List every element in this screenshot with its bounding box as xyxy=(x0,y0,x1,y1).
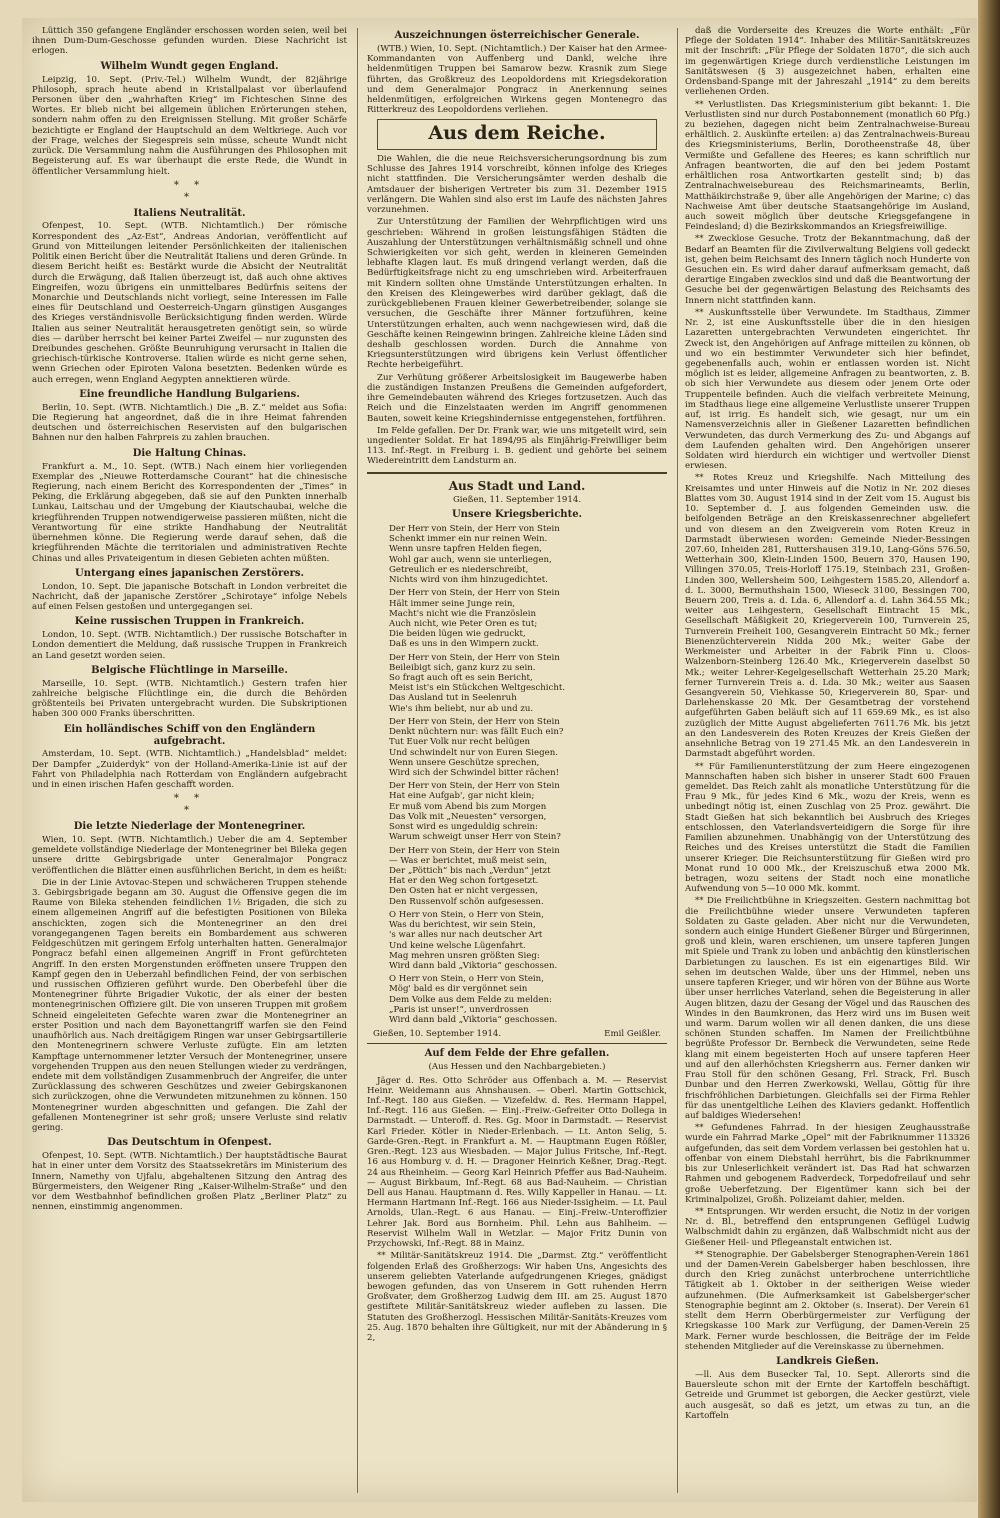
article-stenographie: ** Stenographie. Der Gabelsberger Stenographen-Verein 1861 und der Damen-Verein Gabelsberger haben beschlossen, ihre durch den Krieg zunächst unterbrochene unterrichtliche Tätigkeit ab 1. Oktober in der seitherigen Weise wieder aufzunehmen. (Die Aufmerksamkeit ist Gabelsberger'scher Stenographie beginnt am 2. Oktober (s. Inserat). Der Verein 61 stellt dem Herrn Oberbürgermeister zur Verfügung der Kriegskasse 100 Mark zur Verfügung, der Damen-Verein 25 Mark. Ferner wurde beschlossen, die Beiträge der im Felde stehenden Mitglieder auf die Vereinskasse zu übernehmen. xyxy=(685,1249,970,1352)
poem-line: Beileibigt sich, ganz kurz zu sein. xyxy=(389,662,536,673)
article-rotes-kreuz: ** Rotes Kreuz und Kriegshilfe. Nach Mitteilung des Kreisamtes und unter Hinweis auf die Notiz in Nr. 202 dieses Blattes vom 30. August 1914 sind in der Zeit vom 15. August bis 10. September d. J. aus folgenden Gemeinden usw. die beifolgenden Beträge an den Kreiskassenrechner abgeliefert und von diesem an den Zweigverein vom Roten Kreuz in Darmstadt überwiesen worden: Gemeinde Nieder-Bessingen 207.60, Inheiden 281, Ruttershausen 319.10, Lang-Göns 576.50, Wetterhain 300, Klein-Linden 1500, Beuern 370, Hausen 190, Villingen 370.05, Treis-Horloff 175.19, Steinbach 231, Großen-Linden 300, Wellersheim 500, Leihgestern 1585.20, Allendorf a. d. L. 3000, Bermuthshain 1500, Wieseck 3100, Bessingen 700, Beuern 200, Treis a. d. Lda. 6, Allendorf a. d. Lahn 364.55 Mk.; weiter aus Leihgestern, Gesellschaft Eintracht 15 Mk., Gesellschaft Mäßigkeit 20, Kriegerverein 100, Turnverein 25, Turnverein Freiheit 100, Gesangverein Eintracht 50 Mk.; ferner Bienenzüchterverein Nidda 200 Mk.; weiter Gabe der Werkmeister und Arbeiter in der Fabrik Finn u. Cloos-Walzenborn-Steinberg 126.40 Mk., Kriegerverein daselbst 50 Mk.; weiter Lehrer-Kegelgesellschaft Wetterhain 25.20 Mark; ferner Turnverein Treis a. d. Lda. 30 Mk.; weiter aus Saasen Gesangverein 50, Viehkasse 50, Kriegerverein 80, Spar- und Darlehenskasse 20 Mk. Der Gesamtbetrag der vorstehend aufgeführten Gaben beläuft sich auf 11 659.69 Mk., es ist also zuzüglich der Mitte August abgelieferten 7611.76 Mk. bis jetzt an den Landesverein des Roten Kreuzes der Kreis Gießen der ansehnliche Betrag von 19 271.45 Mk. an den Landesverein in Darmstadt abgeführt worden. xyxy=(685,473,970,760)
article-reich-familien: Zur Unterstützung der Familien der Wehrpflichtigen wird uns geschrieben: Während in großen leistungsfähigen Städten die Auszahlung der Unterstützungen verhältnismäßig schnell und ohne Schwierigkeiten vor sich geht, werden in kleineren Gemeinden lebhafte Klagen laut. Es muß dringend verlangt werden, daß die Bedürftigkeitsfrage nicht zu eng umschrieben wird. Arbeiterfrauen mit Kindern sollten ohne Umstände Unterstützungen erhalten. In den Kreisen des Kleingewerbes wird darüber geklagt, daß die zurückgebliebenen Frauen kleiner Gewerbetreibender, solange sie versuchen, die Geschäfte ihrer Männer fortzuführen, keine Unterstützungen erhalten, auch wenn nachgewiesen wird, daß die Geschäfte keinen Reingewinn bringen. Zahlreiche kleine Läden sind deshalb geschlossen worden. Durch die Annahme von Kriegsunterstützungen wird übrigens kein Verlust öffentlicher Rechte herbeigeführt. xyxy=(367,217,667,371)
article-reich-gefallen: Im Felde gefallen. Der Dr. Frank war, wie uns mitgeteilt wird, sein ungedienter Soldat. Er hat 1894/95 als Einjährig-Freiwilliger beim 113. Inf.-Regt. in Freiburg i. B. gedient und gehörte bei seinem Wiedereintritt dem Landsturm an. xyxy=(367,425,667,467)
poem-line: Daß es uns in den Wimpern zuckt. xyxy=(389,639,539,650)
poem-line: Auch nicht, wie Peter Oren es tut; xyxy=(389,618,538,629)
article-zwecklose-gesuche: ** Zwecklose Gesuche. Trotz der Bekanntmachung, daß der Bedarf an Beamten für die Zivilverwaltung Belgiens voll gedeckt ist, gehen beim Reichsamt des Innern täglich noch Hunderte von Gesuchen ein. Es wird daher darauf aufmerksam gemacht, daß derartige Eingaben zwecklos sind und daß die Beantwortung der Gesuche bei der gegenwärtigen Belastung des Reichsamts des Innern nicht stattfinden kann. xyxy=(685,234,970,306)
poem-signature xyxy=(373,1029,661,1039)
poem-line: Der Herr von Stein, der Herr von Stein xyxy=(389,588,560,599)
article-zerstoerer: London, 10. Sept. Die japanische Botschaft in London verbreitet die Nachricht, daß der japanische Zerstörer „Schirotaye“ infolge Nebels auf einen Felsen gestoßen und untergegangen sei. xyxy=(32,581,347,613)
headline-montenegro: Die letzte Niederlage der Montenegriner. xyxy=(73,821,306,833)
headline-landkreis: Landkreis Gießen. xyxy=(776,1356,879,1367)
poem-line: O Herr von Stein, o Herr von Stein, xyxy=(389,974,544,985)
article-reich-wahlen: Die Wahlen, die die neue Reichsversicherungsordnung bis zum Schlusse des Jahres 1914 vorschreibt, können infolge des Krieges nicht stattfinden. Die Versicherungsämter werden deshalb die Amtsdauer der bisherigen Vertreter bis zum 31. Dezember 1915 verlängern. Die Wahlen sind also erst im Laufe des nächsten Jahres vorzunehmen. xyxy=(367,154,667,216)
poem-line: Den Osten hat er nicht vergessen, xyxy=(389,886,538,897)
poem-verse xyxy=(389,846,667,907)
newspaper-page xyxy=(22,18,977,1502)
poem-line: Wohl gar auch, wenn sie unterliegen, xyxy=(389,554,552,565)
poem-line: Wie's ihm beliebt, nur ab und zu. xyxy=(389,703,534,714)
poem-line: Wenn unsere Geschütze sprechen, xyxy=(389,757,540,768)
poem-line: Der Herr von Stein, der Herr von Stein xyxy=(389,523,560,534)
poem-line: Wird dann bald „Viktoria“ geschossen. xyxy=(389,960,558,971)
article-montenegro-intro: Wien, 10. Sept. (WTB. Nichtamtlich.) Ueber die am 4. September gemeldete vollständige Niederlage der Montenegriner bei Bileka gegen unsere dritte Gebirgsbrigade unter Generalmajor Pongracz veröffentlichen die Blätter einen ausführlichen Bericht, in dem es heißt: xyxy=(32,834,347,876)
article-auszeichnungen: (WTB.) Wien, 10. Sept. (Nichtamtlich.) Der Kaiser hat den Armee-Kommandanten von Auffenberg und Dankl, welche ihre heldenmütigen Truppen bei Samarow bezw. Krasnik zum Siege führten, das Großkreuz des Leopoldordens mit Kriegsdekoration und dem Generalmajor Pongracz in Anerkennung seines heldenmütigen, erfolgreichen Wirkens gegen Montenegro das Ritterkreuz des Leopoldordens verliehen. xyxy=(367,43,667,116)
article-belgier: Marseille, 10. Sept. (WTB. Nichtamtlich.) Gestern trafen hier zahlreiche belgische Flüchtlinge ein, die durch die Behörden größtenteils bei Privaten untergebracht wurden. Die Subskriptionen haben 300 000 Franks überschritten. xyxy=(32,678,347,720)
poem-line: Und keine welsche Lügenfahrt. xyxy=(389,940,526,951)
column-middle xyxy=(367,26,667,1345)
poem-line: Tut Euer Volk nur recht belügen xyxy=(389,737,531,748)
article-familienunterstuetzung: ** Für Familienunterstützung der zum Heere eingezogenen Mannschaften haben sich bisher in unserer Stadt 600 Frauen gemeldet. Das Reich zahlt als monatliche Unterstützung für die Frau 9 Mk., für jedes Kind 6 Mk., wozu der Kreis, wenn es unbedingt nötig ist, einen Zuschlag von 25 Proz. gewährt. Die Stadt Gießen hat sich bekanntlich bei Ausbruch des Krieges entschlossen, den Vaterlandsverteidigern die Sorge für ihre Familien abzunehmen. Unabhängig von der Unterstützung des Reiches und des Kreises unterstützt die Stadt die Familien unserer Krieger. Die Reichsunterstützung für Gießen wird pro Monat rund 10 000 Mk., der Kreiszuschuß etwa 2000 Mk. betragen, wozu seitens der Stadt noch eine monatliche Aufwendung von 5—10 000 Mk. kommt. xyxy=(685,761,970,895)
article-entsprungen: ** Entsprungen. Wir werden ersucht, die Notiz in der vorigen Nr. d. Bl., betreffend den entsprungenen Geflügel Ludwig Walbschmidt dahin zu ergänzen, daß Walbschmidt nicht aus der Gießener Heil- und Pflegeanstalt entwichen ist. xyxy=(685,1206,970,1248)
section-rule xyxy=(367,1043,667,1044)
headline-bulgarien: Eine freundliche Handlung Bulgariens. xyxy=(79,388,300,400)
poem-line: Sonst wird es ungeduldig schrein: xyxy=(389,822,538,833)
poem-line: 's war alles nur nach deutscher Art xyxy=(389,930,543,941)
column-left xyxy=(32,26,347,1214)
poem xyxy=(389,524,667,1025)
article-reich-bau: Zur Verhütung größerer Arbeitslosigkeit im Baugewerbe haben die zuständigen Instanzen Preußens die Gemeinden aufgefordert, ihre Gemeindebauten während des Krieges fortzusetzen. Auch das Reich und die Einzelstaaten werden im Angriff genommenen Bauten, soweit keine Kriegshindernisse entgegenstehen, fortführen. xyxy=(367,372,667,424)
column-right xyxy=(685,26,970,1423)
article-montenegro: Die in der Linie Avtovac-Stepen und schwächeren Truppen stehende 3. Gebirgsbrigade begann am 30. August die Offensive gegen die im Raume von Bileka stehenden feindlichen 1½ Brigaden, die sich zu einem allgemeinen Angriff auf die befestigten Positionen von Bileka anschickten, zogen sich die Montenegriner an den drei vorangegangenen Tagen bereits ein Bombardement aus schweren Feldgeschützen mit geringem Erfolg unterhalten hatten. Generalmajor Pongracz befahl einen allgemeinen Angriff in Front gefürchteten Angriff. In den ersten Morgenstunden eröffneten unsere Truppen den Kampf gegen den in Ueberzahl befindlichen Feind, der von serbischen und russischen Offizieren geführt wurde. Den Oberbefehl über die Montenegriner führte Brigadier Vukotic, der als einer der besten montenegrinischen Offiziere gilt. Die von unseren Truppen mit großem Schneid eingeleiteten Gefechte waren zwar die Montenegriner an erster Position und nach dem Bayonettangriff warfen sie den Feind unaufhörlich aus. Nach dreitägigem Ringen war unser Gebirgsartillerie den Montenegrinern schwere Verluste zufügte. Ein am letzten Kampftage unternommener letzter Versuch der Montenegriner, unsere vorgehenden Truppen aus den neuen Stellungen wieder zu verdrängen, endete mit dem vollständigen Zusammenbruch der Angreifer, die unter Zurücklassung des schweren Geschützes und zweier Gebirgskanonen sich zurückzogen, ohne die Verwundeten mitzunehmen zu können. 150 Montenegriner wurden abgeschnitten und gefangen. Die Zahl der gefallenen Montenegriner ist sehr groß; unsere Verluste sind relativ gering. xyxy=(32,877,347,1134)
dateline: Gießen, 11. September 1914. xyxy=(452,494,582,505)
article-wundt: Leipzig, 10. Sept. (Priv.-Tel.) Wilhelm Wundt, der 82jährige Philosoph, sprach heute abend in Kristallpalast vor überlaufend Personen über den „wahrhaften Krieg“ im Fichteschen Sinne des Wortes. Er blieb nicht bei allgemein üblichen Erörterungen stehen, sondern nahm offen zu den Ereignissen Stellung. Mit großer Schärfe bezichtigte er England der Hauptschuld an dem Weltkriege. Auch vor der Frage, welches der Siegespreis sein müsse, scheute Wundt nicht zurück. Die Versammlung nahm die Ausführungen des Philosophen mit Begeisterung auf. Es war überhaupt die erste Rede, die Wundt in öffentlicher Versammlung hielt. xyxy=(32,74,347,177)
poem-verse xyxy=(389,588,667,649)
intro-paragraph: Lüttich 350 gefangene Engländer erschossen worden seien, weil bei ihnen Dum-Dum-Geschosse gefunden wurden. Diese Nachricht ist erlogen. xyxy=(32,26,347,57)
poem-line: Und schwindelt nur von Euren Siegen. xyxy=(389,747,558,758)
poem-verse xyxy=(389,653,667,714)
article-freilichtbuehne: ** Die Freilichtbühne in Kriegszeiten. Gestern nachmittag bot die Freilichtbühne wieder unsere Verwundeten tapferen Soldaten zu Gaste geladen. Aber nicht nur die Verwundeten, sondern auch einige Hundert Gießener Bürger und Bürgerinnen, groß und klein, waren erschienen, um unsere tapferen Jungen mit Spiele und Trank zu loben und anbächtig den künstlerischen Darbietungen zu lauschen. Es ist ein eigenartiges Bild. Wir sehen im deutschen Walde, über uns der Himmel, neben uns unsere tapferen Krieger, und wir hören von der Bühne aus Worte über unser herrliches Vaterland, sehen die Begeisterung in aller Augen blitzen, dazu der Gesang der Vögel und das Rauschen des Windes in den Baumkronen, das Herz wird uns im Busen weit und warm. Darum wollen wir all denen danken, die uns diese schönen Stunden schaffen. Im Namen der Freilichtbühne begrüßte Professor Dr. Bernbeck die Verwundeten, seine Rede klang mit einem begeisterten Hoch auf unsere tapferen Heer und auf den allerhöchsten Kriegsherrn aus. Ferner danken wir Frau Stoll für den schönen Gesang, Frl. Strack, Frl. Busch Dunbar und den Herren Zwerkowski, Wellau, Göttig für ihre frischfröhlichen Darbietungen. Gleichfalls sei der Firma Rehler für das unentgeltliche Leihen des Klaviers gedankt. Hoffentlich auf baldiges Wiedersehen! xyxy=(685,896,970,1121)
poem-line: Das Ausland tut in Seelenruh xyxy=(389,693,517,704)
headline-auszeichnungen: Auszeichnungen österreichischer Generale. xyxy=(394,30,640,41)
poem-line: Was du berichtest, wir sein Stein, xyxy=(389,920,536,931)
poem-line: Wird sich der Schwindel bitter rächen! xyxy=(389,768,560,778)
poem-verse xyxy=(389,974,667,1025)
poem-verse xyxy=(389,524,667,585)
separator-stars: * * * xyxy=(173,793,206,817)
headline-kriegsberichte: Unsere Kriegsberichte. xyxy=(451,509,583,521)
poem-line: Der Herr von Stein, der Herr von Stein xyxy=(389,652,560,663)
poem-line: Warum schweigt unser Herr von Stein? xyxy=(389,832,561,843)
poem-line: Macht's nicht wie die Französlein xyxy=(389,608,536,619)
poem-line: Der „Pöttich“ bis nach „Verdun“ jetzt xyxy=(389,865,551,876)
poem-line: Das Volk mit „Neuesten“ versorgen, xyxy=(389,811,547,822)
headline-ofenpest: Das Deutschtum in Ofenpest. xyxy=(107,1137,272,1149)
poem-line: Er muß vom Abend bis zum Morgen xyxy=(389,801,547,812)
poem-line: — Was er berichtet, muß meist sein, xyxy=(389,855,548,866)
poem-line: Getreulich er es niederschreibt, xyxy=(389,564,529,575)
poem-line: Mög' bald es dir vergönnet sein xyxy=(389,984,528,995)
column-divider xyxy=(357,28,358,1493)
poem-line: Meist ist's ein Stückchen Weltgeschicht. xyxy=(389,683,566,694)
separator-stars: * * * xyxy=(173,179,206,203)
poem-line: So fragt auch oft es sein Bericht, xyxy=(389,673,533,684)
poem-line: Dem Volke aus dem Felde zu melden: xyxy=(389,994,552,1005)
poem-line: Hat er den Weg schon fortgesetzt. xyxy=(389,876,539,887)
poem-place: Gießen, 10. September 1914. xyxy=(373,1029,502,1040)
poem-line: Wenn unsre tapfren Helden fiegen, xyxy=(389,544,542,555)
poem-line: Der Herr von Stein, der Herr von Stein xyxy=(389,781,560,792)
poem-verse xyxy=(389,717,667,778)
article-ehre: Jäger d. Res. Otto Schröder aus Offenbach a. M. — Reservist Heinr. Weidemann aus Ahnshausen. — Oberl. Martin Gottschick, Inf.-Regt. 180 aus Gießen. — Vizefeldw. d. Res. Hermann Happel, Inf.-Regt. 116 aus Gießen. — Einj.-Freiw.-Gefreiter Otto Dollega in Darmstadt. — Unteroff. d. Res. Gg. Moor in Darmstadt. — Reservist Karl Frieder. Kötler in Nieder-Erlenbach. — Lt. Anton Selig, 5. Garde-Gren.-Regt. in Frankfurt a. M. — Hauptmann Eugen Rößler, Gren.-Regt. 123 aus Wiesbaden. — Major Julius Fritsche, Inf.-Regt. 16 aus Homburg v. d. H. — Dragoner Heinrich Keßner, Drag.-Regt. 24 aus Rheinheim. — Georg Karl Heinrich Pfeffer aus Bad-Nauheim. — August Birkbaum, Inf.-Regt. 68 aus Bad-Nauheim. — Christian Dell aus Hanau. Hauptmann d. Res. Willy Kappeller in Hanau. — Lt. Hermann Hartmann Inf.-Regt. 166 aus Nieder-Issigheim. — Lt. Paul Arnolds, Ulan.-Regt. 6 aus Hanau. — Einj.-Freiw.-Unteroffizier Lehrer Jak. Bord aus Bornheim. Phil. Lehn aus Bahlheim. — Reservist Wilhelm Wall in Wetzlar. — Major Fritz Dunin von Przychowski, Inf.-Regt. 88 in Mainz. xyxy=(367,1075,667,1250)
poem-line: Hält immer seine Junge rein, xyxy=(389,598,516,609)
headline-belgier: Belgische Flüchtlinge in Marseille. xyxy=(91,664,288,676)
poem-line: Der Herr von Stein, der Herr von Stein xyxy=(389,845,560,856)
poem-line: Der Herr von Stein, der Herr von Stein xyxy=(389,716,560,727)
article-russen: London, 10. Sept. (WTB. Nichtamtlich.) Der russische Botschafter in London dementiert die Meldung, daß russische Truppen in Frankreich an Land gesetzt worden seien. xyxy=(32,630,347,661)
article-auskunftsstelle: ** Auskunftsstelle über Verwundete. Im Stadthaus, Zimmer Nr. 2, ist eine Auskunftsstelle über die in den hiesigen Lazaretten untergebrachten Verwundeten eingerichtet. Ihr Zweck ist, den Angehörigen auf Anfrage mitteilen zu können, ob und wo ein bestimmter Verwundeter sich hier befindet, gegebenenfalls auch, wohin er entlassen worden ist. Nicht möglich ist es leider, allgemeine Anfragen zu beantworten, z. B. ob sich hier Verwundete aus diesem oder jenem Orte oder Truppenteile befinden. Auch die vielfach verbreitete Meinung, im Stadthaus liege eine allgemeine Verlustliste unserer Truppen auf, ist irrig. Es handelt sich, wie gesagt, nur um ein Namensverzeichnis aller in Gießener Lazaretten befindlichen Verwundeten, das durch Vermerkung des Zu- und Abgangs auf dem Laufenden gehalten wird. Den Angehörigen unserer Soldaten wird hierdurch ein wichtiger und wertvoller Dienst erwiesen. xyxy=(685,307,970,472)
article-ofenpest: Ofenpest, 10. Sept. (WTB. Nichtamtlich.) Der hauptstädtische Baurat hat in einer unter dem Vorsitz des Staatssekretärs im Ministerium des Innern, Namethy von Ujfalu, abgehaltenen Sitzung den Antrag des Bürgermeisters, den Weigener Ring „Kaiser-Wilhelm-Straße“ und den vor dem Westbahnhof befindlichen großen Platz „Berliner Platz“ zu nennen, einstimmig angenommen. xyxy=(32,1151,347,1213)
page-binding-edge xyxy=(978,0,1000,1518)
poem-line: O Herr von Stein, o Herr von Stein, xyxy=(389,909,544,920)
headline-zerstoerer: Untergang eines japanischen Zerstörers. xyxy=(75,567,304,579)
headline-wundt: Wilhelm Wundt gegen England. xyxy=(100,60,279,72)
section-title-reich: Aus dem Reiche. xyxy=(377,119,657,150)
article-sanitaetskreuz: ** Militär-Sanitätskreuz 1914. Die „Darmst. Ztg.“ veröffentlicht folgenden Erlaß des Großherzogs: Wir haben Uns, Angesichts des unserem geliebten Vaterlande aufgedrungenen Krieges, gnädigst bewogen gefunden, das von Unserem in Gott ruhenden Herrn Großvater, dem Großherzog Ludwig dem III. am 25. August 1870 gestiftete Militär-Sanitätskreuz wieder aufleben zu lassen. Die Statuten des Großherzogl. Hessischen Militär-Sanitäts-Kreuzes vom 25. Aug. 1870 behalten ihre Gültigkeit, nur mit der Abänderung in § 2, xyxy=(367,1251,667,1344)
headline-china: Die Haltung Chinas. xyxy=(132,447,247,459)
poem-author: Emil Geißler. xyxy=(604,1029,661,1040)
section-title-stadt: Aus Stadt und Land. xyxy=(448,478,586,493)
article-sanitaetskreuz-cont: daß die Vorderseite des Kreuzes die Worte enthält: „Für Pflege der Soldaten 1914“. Inhaber des Militär-Sanitätskreuzes mit der Inschrift: „Für Pflege der Soldaten 1870“, die sich auch im gegenwärtigen Kriege durch verdienstliche Leistungen im Sanitätswesen (§ 3) ausgezeichnet haben, erhalten eine Ordensband-Spange mit der Jahreszahl „1914“ zu dem bereits verliehenen Orden. xyxy=(685,26,970,98)
article-busecker-tal: —ll. Aus dem Busecker Tal, 10. Sept. Allerorts sind die Bauersleute schon mit der Ernte der Kartoffeln beschäftigt. Getreide und Grummet ist geborgen, die Aecker gestürzt, viele auch ausgesät, so daß es jetzt, um etwas zu tun, an die Kartoffeln xyxy=(685,1369,970,1421)
subheadline-ehre: (Aus Hessen und den Nachbargebieten.) xyxy=(428,1062,606,1073)
headline-ehre: Auf dem Felde der Ehre gefallen. xyxy=(424,1048,610,1060)
poem-line: Denkt nüchtern nur: was fällt Euch ein? xyxy=(389,727,564,738)
headline-italien: Italiens Neutralität. xyxy=(133,207,246,219)
poem-line: Wird dann bald „Viktoria“ geschossen. xyxy=(389,1015,558,1026)
column-divider xyxy=(677,28,678,1493)
article-italien: Ofenpest, 10. Sept. (WTB. Nichtamtlich.) Der römische Korrespondent des „Az-Est“, Andreas Andorian, veröffentlicht auf Grund von Mitteilungen leitender Persönlichkeiten der italienischen Politik einen Bericht über die Neutralität Italiens und deren Gründe. In diesem Bericht heißt es: Bestärkt wurde die Absicht der Neutralität durch die Erwägung, daß Italien überzeugt ist, daß auch ohne aktives Eingreifen, wozu übrigens ein unmittelbares Bedürfnis seitens der Monarchie und Deutschlands nicht vorliegt, seine Interessen im Falle eines für Deutschland und Oesterreich-Ungarn günstigen Ausganges des Krieges verständnisvolle Berücksichtigung finden werden. Würde Italien aus seiner Neutralität herausgetreten genötigt sein, so würde dies — darüber herrscht bei keiner Partei Zweifel — nur zugunsten des Dreibundes geschehen. Größte Beunruhigung verursacht in Italien die griechisch-türkische Kontroverse. Italien würde es nicht gerne sehen, wenn Griechen oder Epiroten Valona besetzten. Bedenken würde es auch erregen, wenn England Aegypten annektieren würde. xyxy=(32,221,347,385)
poem-line: Nichts wird von ihm hinzugedichtet. xyxy=(389,575,548,586)
article-bulgarien: Berlin, 10. Sept. (WTB. Nichtamtlich.) Die „B. Z.“ meldet aus Sofia: Die Regierung hat angeordnet, daß die in ihre Heimat fahrenden deutschen und österreichischen Reservisten auf den bulgarischen Bahnen nur den halben Fahrpreis zu zahlen brauchen. xyxy=(32,402,347,444)
headline-schiff: Ein holländisches Schiff von den Engländern aufgebracht. xyxy=(63,723,316,747)
poem-verse xyxy=(389,910,667,971)
poem-verse xyxy=(389,781,667,842)
article-fahrrad: ** Gefundenes Fahrrad. In der hiesigen Zeughausstraße wurde ein Fahrrad Marke „Opel“ mit der Fabriknummer 113326 aufgefunden, das seit dem Vordem verlassen bei gestohlen hat u. offenbar von einem Diebstahl herrührt, bis die Fabriknummer bis zur Unleserlichkeit verändert ist. Das Rad hat schwarzen Rahmen und gebogenem Radverdeck, Torpedofreilauf und sehr große Ueberfetzung. Der Eigentümer kann sich bei der Kriminalpolizei, Großh. Polizeiamt dahier, melden. xyxy=(685,1123,970,1205)
poem-line: Mag mehren unsren größten Sieg: xyxy=(389,950,540,961)
article-china: Frankfurt a. M., 10. Sept. (WTB.) Nach einem hier vorliegenden Exemplar des „Nieuwe Rotterdamsche Courant“ hat die chinesische Regierung, nach einem Bericht des Korrespondenten der „Times“ in Peking, die Erklärung abgegeben, daß sie auf den Punkten innerhalb Lunkau, Laitschau und der Umgebung der Kiautschaubai, welche die kriegführenden Truppen notwendigerweise passieren müßten, nicht die Verantwortung für eine strikte Handhabung der Neutralität übernehmen könne. Die Regierung werde darauf sehen, daß die kriegführenden Mächte die territorialen und administrativen Rechte Chinas und alles Privateigentum in diesen Gebieten achten müßten. xyxy=(32,461,347,564)
poem-line: Hat eine Aufgab', gar nicht klein; xyxy=(389,791,535,802)
poem-line: Die beiden lügen wie gedruckt, xyxy=(389,629,526,640)
poem-line: Schenkt immer ein nur reinen Wein. xyxy=(389,534,548,545)
section-rule xyxy=(367,472,667,474)
poem-line: „Paris ist unser!“, unverdrossen xyxy=(389,1004,529,1015)
headline-russen: Keine russischen Truppen in Frankreich. xyxy=(74,616,305,628)
article-schiff: Amsterdam, 10. Sept. (WTB. Nichtamtlich.) „Handelsblad“ meldet: Der Dampfer „Zuiderdyk“ von der Holland-Amerika-Linie ist auf der Fahrt von Philadelphia nach Rotterdam von Engländern aufgebracht und in einen irischen Hafen geschafft worden. xyxy=(32,749,347,791)
article-verlustlisten: ** Verlustlisten. Das Kriegsministerium gibt bekannt: 1. Die Verlustlisten sind nur durch Postabonnement (monatlich 60 Pfg.) zu beziehen, dagegen nicht beim Zentralnachweise-Bureau erhältlich. 2. Auskünfte erteilen: a) das Zentralnachweis-Bureau des Kriegsministeriums, Berlin, Dorotheenstraße 48, über Vermißte und Gefallene des Heeres; es kann schriftlich nur Anfragen beantworten, die auf den bei jedem Postamt erhältlichen rosa Antwortkarten gestellt sind; b) das Zentralnachweisebureau des Reichsmarineamts, Berlin, Matthäikirchstraße 9, über alle Angehörigen der Marine; c) das Nachweise Amt über deutsche Staatsangehörige im Ausland, auch soweit möglich über deutsche Kriegsgefangene in Feindesland; d) die Bezirkskommandos an Kriegsfreiwillige. xyxy=(685,99,970,233)
poem-line: Den Russenvolf schön aufgesessen. xyxy=(389,896,544,907)
